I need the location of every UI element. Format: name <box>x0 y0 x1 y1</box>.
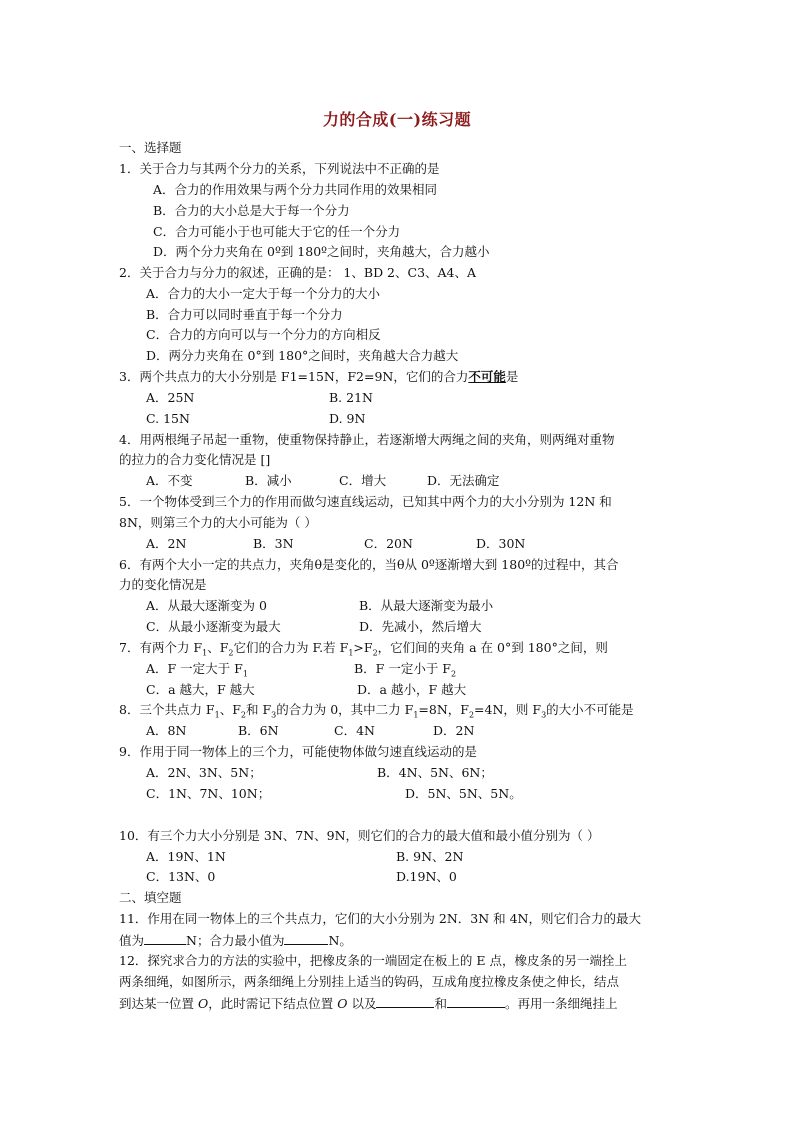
question-4-stem-line1: 4．用两根绳子吊起一重物，使重物保持静止，若逐渐增大两绳之间的夹角，则两绳对重物 <box>119 432 615 447</box>
answer-blank-min <box>284 932 328 945</box>
question-7-option-a: A．F 一定大于 $F_1$ <box>146 661 248 679</box>
question-3-option-d: D. 9N <box>329 411 366 426</box>
answer-blank-1 <box>376 995 434 1008</box>
question-7-stem: 7．有两个力 $F_1$、$F_2$它们的合力为 F.若 $F_1>F_2$，它们间的夹角 a 在 0°到 180°之间，则 <box>119 640 608 658</box>
question-11-line2: 值为 N；合力最小值为 N。 <box>119 933 352 948</box>
page-title: 力的合成(一)练习题 <box>322 110 472 129</box>
question-1-option-a: A．合力的作用效果与两个分力共同作用的效果相同 <box>153 182 438 197</box>
answer-blank-2 <box>447 995 505 1008</box>
question-10-stem: 10．有三个力大小分别是 3N、7N、9N，则它们的合力的最大值和最小值分别为（ ） <box>119 828 600 843</box>
question-1-option-d: D．两个分力夹角在 0º到 180º之间时，夹角越大，合力越小 <box>153 244 490 259</box>
question-6-stem-line2: 力的变化情况是 <box>119 577 207 592</box>
question-5-option-d: D．30N <box>476 536 526 551</box>
question-6-option-c: C．从最小逐渐变为最大 <box>146 619 281 634</box>
question-5-stem-line2: 8N，则第三个力的大小可能为（ ） <box>119 515 317 530</box>
question-10-option-d: D.19N、0 <box>396 869 457 884</box>
question-3-stem: 3．两个共点力的大小分别是 F1=15N，F2=9N，它们的合力不可能是 <box>119 369 519 384</box>
question-7-option-b: B．F 一定小于 $F_2$ <box>354 661 457 679</box>
question-11-line1: 11．作用在同一物体上的三个共点力，它们的大小分别为 2N．3N 和 4N，则它们合力的最大 <box>119 911 641 926</box>
question-5-option-b: B．3N <box>253 536 294 551</box>
question-8-option-a: A．8N <box>146 723 187 738</box>
emphasis-not-possible: 不可能 <box>468 369 506 384</box>
question-9-option-a: A．2N、3N、5N； <box>146 765 262 780</box>
question-2-stem: 2．关于合力与分力的叙述，正确的是： 1、BD 2、C3、A4、A <box>119 265 477 280</box>
question-2-option-b: B．合力可以同时垂直于每一个分力 <box>146 307 343 322</box>
question-8-option-b: B．6N <box>238 723 279 738</box>
question-9-option-b: B．4N、5N、6N； <box>377 765 493 780</box>
question-8-stem: 8．三个共点力 $F_1$、$F_2$和 $F_3$的合力为 0，其中二力 $F_1=8N$，$F_2=4N$，则 $F_3$的大小不可能是 <box>119 702 634 720</box>
section-heading-choice: 一、选择题 <box>119 140 182 155</box>
question-10-option-c: C．13N、0 <box>146 869 216 884</box>
question-1-stem: 1．关于合力与其两个分力的关系，下列说法中不正确的是 <box>119 161 440 176</box>
section-heading-fill-in: 二、填空题 <box>119 890 182 905</box>
question-5-option-c: C．20N <box>364 536 413 551</box>
question-7-option-c: C．a 越大，F 越大 <box>146 682 255 697</box>
question-8-option-c: C．4N <box>334 723 375 738</box>
question-5-stem-line1: 5．一个物体受到三个力的作用而做匀速直线运动，已知其中两个力的大小分别为 12N 和 <box>119 494 612 509</box>
question-10-option-a: A．19N、1N <box>146 849 226 864</box>
question-1-option-c: C．合力可能小于也可能大于它的任一个分力 <box>153 224 401 239</box>
question-4-option-b: B．减小 <box>245 473 292 488</box>
question-6-option-a: A．从最大逐渐变为 0 <box>146 598 267 613</box>
question-6-option-d: D．先减小，然后增大 <box>359 619 482 634</box>
question-12-line2: 两条细绳，如图所示，两条细绳上分别挂上适当的钩码，互成角度拉橡皮条使之伸长，结点 <box>119 974 620 989</box>
question-1-option-b: B．合力的大小总是大于每一个分力 <box>153 203 350 218</box>
question-12-line3: 到达某一位置 O，此时需记下结点位置 O 以及 和 。再用一条细绳挂上 <box>119 996 618 1011</box>
question-5-option-a: A．2N <box>146 536 187 551</box>
question-3-option-a: A．25N <box>146 390 195 405</box>
question-8-option-d: D．2N <box>433 723 475 738</box>
question-9-option-d: D．5N、5N、5N。 <box>405 786 522 801</box>
question-2-option-a: A．合力的大小一定大于每一个分力的大小 <box>146 286 381 301</box>
question-6-option-b: B．从最大逐渐变为最小 <box>359 598 494 613</box>
question-12-line1: 12．探究求合力的方法的实验中，把橡皮条的一端固定在板上的 E 点，橡皮条的另一端拴上 <box>119 953 627 968</box>
question-4-option-c: C．增大 <box>339 473 387 488</box>
question-4-option-a: A．不变 <box>146 473 193 488</box>
question-6-stem-line1: 6．有两个大小一定的共点力，夹角θ是变化的，当θ从 0º逐渐增大到 180º的过程中，其合 <box>119 557 619 572</box>
question-9-option-c: C．1N、7N、10N； <box>146 786 271 801</box>
answer-blank-max <box>144 932 186 945</box>
question-4-stem-line2: 的拉力的合力变化情况是 [] <box>119 452 271 467</box>
question-2-option-d: D．两分力夹角在 0°到 180°之间时，夹角越大合力越大 <box>146 348 459 363</box>
question-9-stem: 9．作用于同一物体上的三个力，可能使物体做匀速直线运动的是 <box>119 744 477 759</box>
question-7-option-d: D．a 越小，F 越大 <box>357 682 467 697</box>
question-10-option-b: B. 9N、2N <box>396 849 464 864</box>
question-3-option-b: B. 21N <box>329 390 373 405</box>
question-3-option-c: C. 15N <box>146 411 190 426</box>
question-4-option-d: D．无法确定 <box>427 473 500 488</box>
question-2-option-c: C．合力的方向可以与一个分力的方向相反 <box>146 327 381 342</box>
